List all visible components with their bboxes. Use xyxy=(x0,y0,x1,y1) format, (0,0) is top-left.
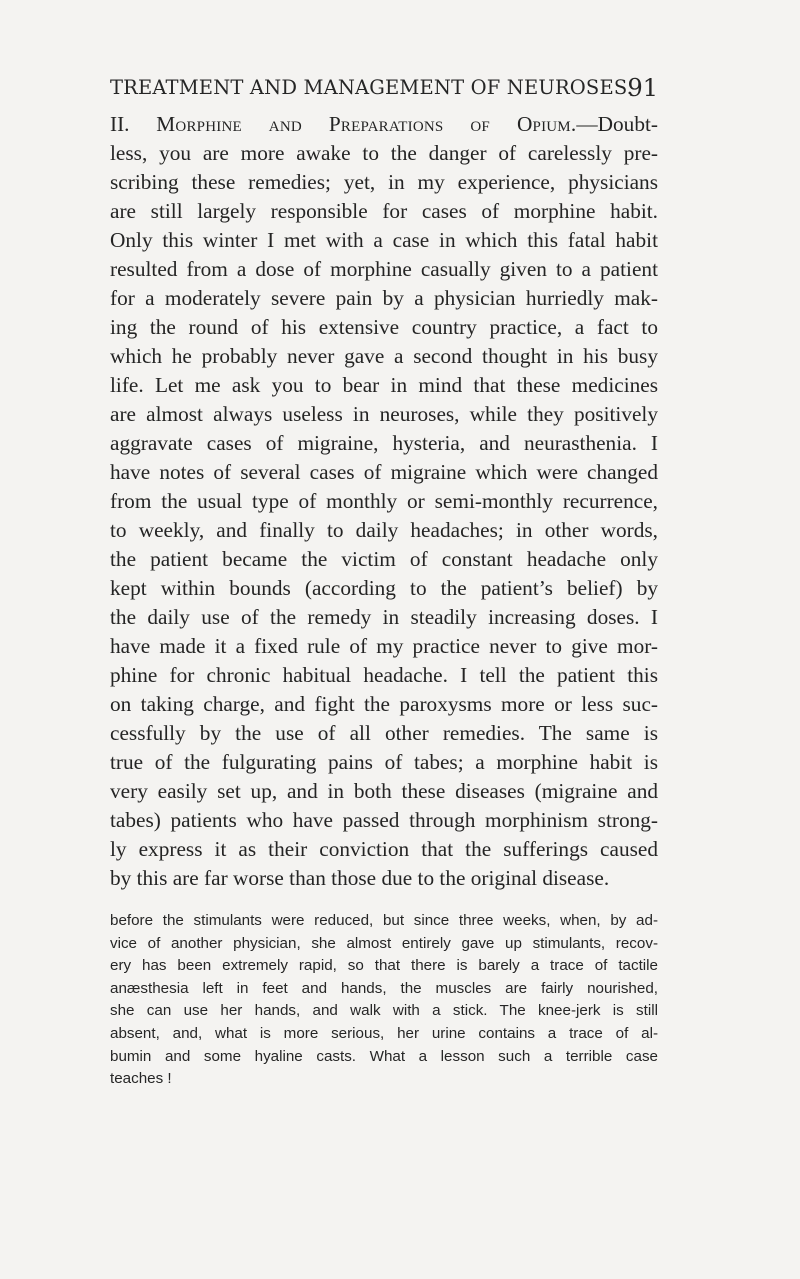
text-line: phine for chronic habitual headache. I tell the patient this xyxy=(110,663,658,687)
main-paragraph xyxy=(110,110,658,893)
text-line: life. Let me ask you to bear in mind that these medicines xyxy=(110,373,658,397)
text-line: very easily set up, and in both these diseases (migraine and xyxy=(110,779,658,803)
text-line: ing the round of his extensive country practice, a fact to xyxy=(110,315,658,339)
footnote-line: before the stimulants were reduced, but since three weeks, when, by ad- xyxy=(110,912,658,929)
text-line: to weekly, and finally to daily headaches; in other words, xyxy=(110,518,658,542)
text-line: for a moderately severe pain by a physician hurriedly mak- xyxy=(110,286,658,310)
text-line: resulted from a dose of morphine casually given to a patient xyxy=(110,257,658,281)
section-dash: — xyxy=(576,112,598,136)
footnote xyxy=(110,910,658,1091)
footnote-line: vice of another physician, she almost entirely gave up stimulants, recov- xyxy=(110,934,658,952)
text-line: which he probably never gave a second thought in his busy xyxy=(110,344,658,368)
running-header xyxy=(110,74,658,114)
text-line: true of the fulgurating pains of tabes; a morphine habit is xyxy=(110,750,658,774)
text-line: scribing these remedies; yet, in my experience, physicians xyxy=(110,170,658,194)
footnote-line: bumin and some hyaline casts. What a lesson such a terrible case xyxy=(110,1047,658,1065)
text-line: are almost always useless in neuroses, while they positively xyxy=(110,402,658,426)
paragraph-first-line xyxy=(110,110,658,139)
text-line: kept within bounds (according to the patient’s belief) by xyxy=(110,576,658,600)
footnote-line: ery has been extremely rapid, so that there is barely a trace of tactile xyxy=(110,957,658,975)
page-number: 91 xyxy=(627,74,658,102)
text-line: cessfully by the use of all other remedies. The same is xyxy=(110,721,658,745)
footnote-line: she can use her hands, and walk with a stick. The knee-jerk is still xyxy=(110,1002,658,1020)
text-line: are still largely responsible for cases of morphine habit. xyxy=(110,199,658,223)
text-line: the daily use of the remedy in steadily increasing doses. I xyxy=(110,605,658,629)
section-number: II. xyxy=(110,112,130,136)
text-line: the patient became the victim of constant headache only xyxy=(110,547,658,571)
footnote-line: anæsthesia left in feet and hands, the muscles are fairly nourished, xyxy=(110,979,658,997)
text-line: aggravate cases of migraine, hysteria, and neurasthenia. I xyxy=(110,431,658,455)
text-line: from the usual type of monthly or semi-monthly recurrence, xyxy=(110,489,658,513)
footnote-line: teaches ! xyxy=(110,1070,172,1088)
text-line: have notes of several cases of migraine which were changed xyxy=(110,460,658,484)
footnote-line: absent, and, what is more serious, her urine contains a trace of al- xyxy=(110,1024,658,1042)
text-line: tabes) patients who have passed through morphinism strong- xyxy=(110,808,658,832)
text-line: less, you are more awake to the danger of carelessly pre- xyxy=(110,141,658,165)
text-line: Only this winter I met with a case in which this fatal habit xyxy=(110,228,658,252)
text-line: on taking charge, and fight the paroxysms more or less suc- xyxy=(110,692,658,716)
text-line: have made it a fixed rule of my practice never to give mor- xyxy=(110,634,658,658)
text-line: ly express it as their conviction that the sufferings caused xyxy=(110,837,658,861)
text-line: by this are far worse than those due to the original disease. xyxy=(110,866,610,890)
running-title: TREATMENT AND MANAGEMENT OF NEUROSES. xyxy=(110,76,633,99)
first-line-tail: Doubt- xyxy=(597,112,658,136)
section-heading: Morphine and Preparations of Opium. xyxy=(156,112,577,136)
